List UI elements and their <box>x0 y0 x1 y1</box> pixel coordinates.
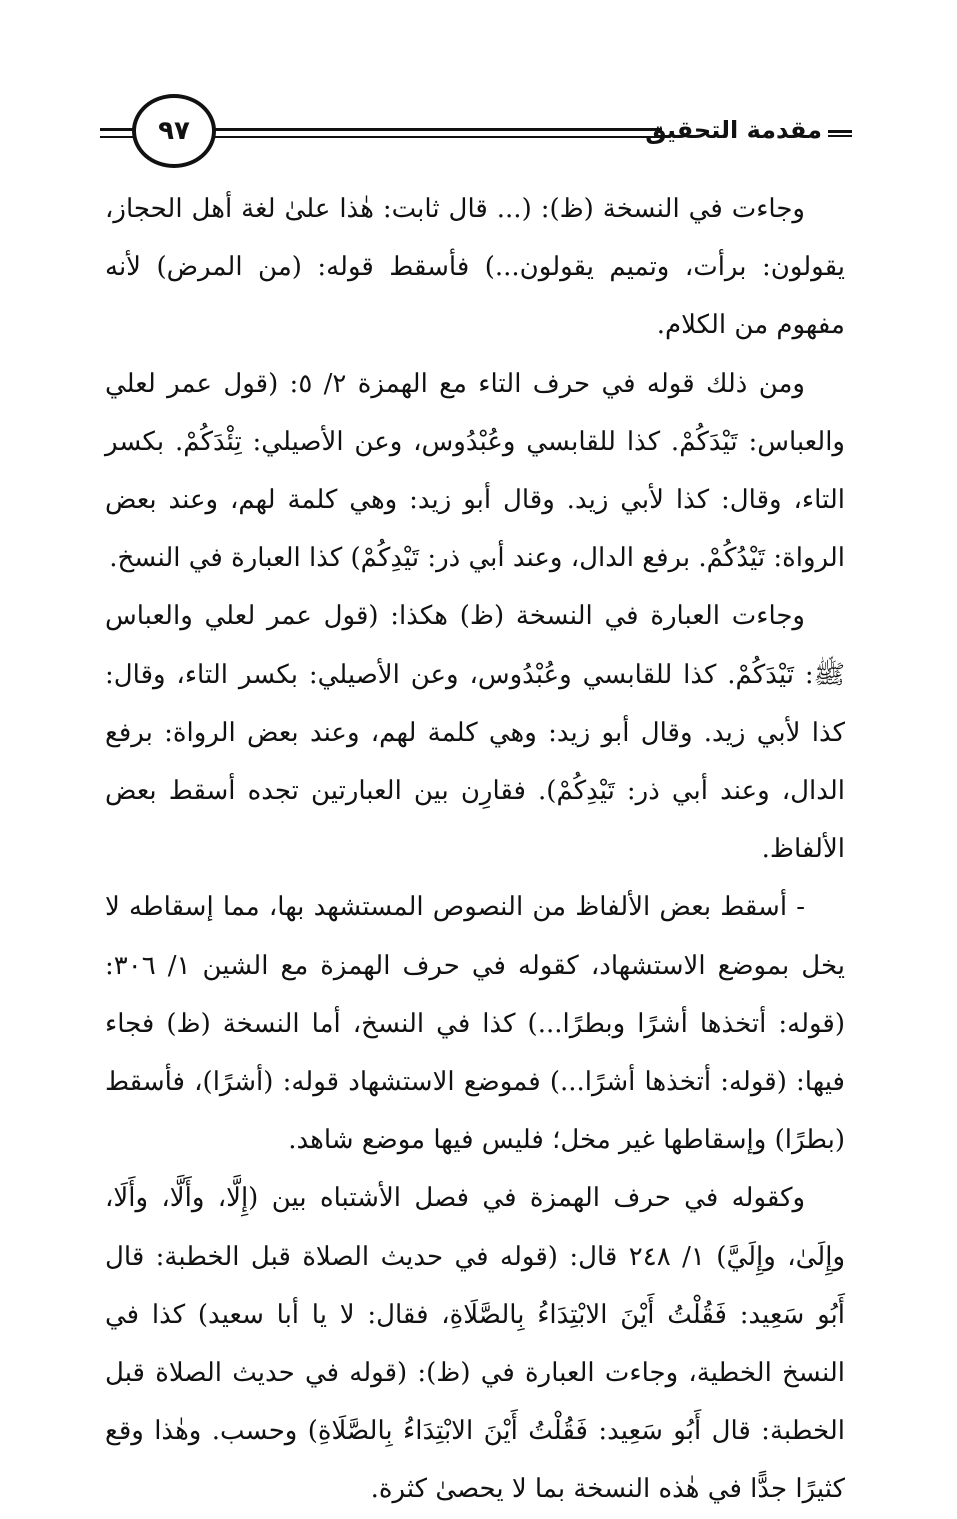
paragraph-4: - أسقط بعض الألفاظ من النصوص المستشهد بها، مما إسقاطه لا يخل بموضع الاستشهاد، كقوله في حرف الهمزة مع الشين ١/ ٣٠٦: (قوله: أتخذها أشرًا وبطرًا...) كذا في النسخ، أما النسخة (ظ) فجاء فيها: (قوله: أتخذها أشرًا...) فموضع الاستشهاد قوله: (أشرًا)، فأسقط (بطرًا) وإسقاطها غير مخل؛ فليس فيها موضع شاهد. <box>105 892 845 1156</box>
header-dash-ornament <box>828 130 852 137</box>
paragraph-5: وكقوله في حرف الهمزة في فصل الأشتباه بين (إِلَّا، وأَلَّا، وأَلَا، وإِلَىٰ، وإِلَيَّ) ١/ ٢٤٨ قال: (قوله في حديث الصلاة قبل الخطبة: قال أَبُو سَعِيد: فَقُلْتُ أَيْنَ الابْتِدَاءُ بِالصَّلَاةِ، فقال: لا يا أبا سعيد) كذا في النسخ الخطية، وجاءت العبارة في (ظ): (قوله في حديث الصلاة قبل الخطبة: قال أَبُو سَعِيد: فَقُلْتُ أَيْنَ الابْتِدَاءُ بِالصَّلَاةِ) وحسب. وهٰذا وقع كثيرًا جدًّا في هٰذه النسخة بما لا يحصىٰ كثرة. <box>105 1183 846 1505</box>
page-number-oval <box>132 94 216 168</box>
page-header <box>100 90 852 180</box>
paragraph-3: وجاءت العبارة في النسخة (ظ) هكذا: (قول عمر لعلي والعباس ﷺ: تَيْدَكُمْ. كذا للقابسي وعُبْدُوس، وعن الأصيلي: بكسر التاء، وقال: كذا لأبي زيد. وقال أبو زيد: وهي كلمة لهم، وعند بعض الرواة: برفع الدال، وعند أبي ذر: تَيْدِكُمْ). فقارِن بين العبارتين تجده أسقط بعض الألفاظ. <box>105 601 845 865</box>
running-title: مقدمة التحقيق <box>645 116 822 144</box>
paragraph-1: وجاءت في النسخة (ظ): (... قال ثابت: هٰذا علىٰ لغة أهل الحجاز، يقولون: برأت، وتميم يقولون...) فأسقط قوله: (من المرض) لأنه مفهوم من الكلام. <box>105 194 845 341</box>
page-number: ٩٧ <box>158 116 190 146</box>
paragraph-2: ومن ذلك قوله في حرف التاء مع الهمزة ٢/ ٥: (قول عمر لعلي والعباس: تَيْدَكُمْ. كذا للقابسي وعُبْدُوس، وعن الأصيلي: تِئْدَكُمْ. بكسر التاء، وقال: كذا لأبي زيد. وقال أبو زيد: وهي كلمة لهم، وعند بعض الرواة: تَيْدُكُمْ. برفع الدال، وعند أبي ذر: تَيْدِكُمْ) كذا العبارة في النسخ. <box>105 368 845 574</box>
body-text <box>105 180 845 1519</box>
